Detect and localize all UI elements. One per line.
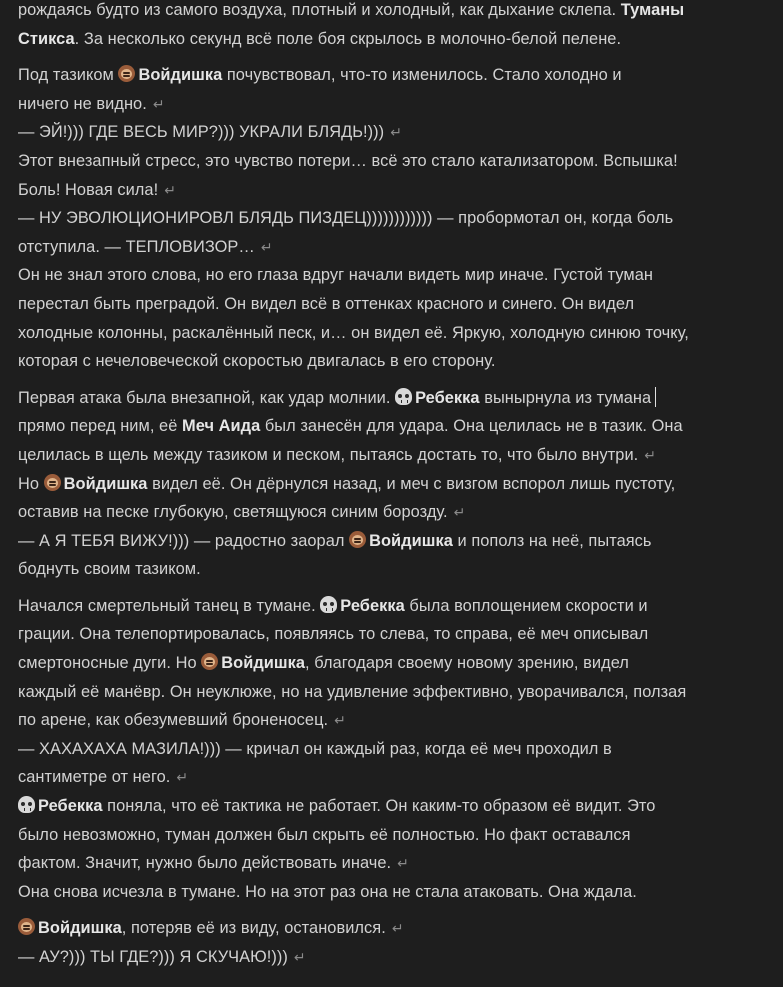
text-run: была воплощением скорости и <box>404 596 648 615</box>
character-name: Ребекка <box>38 797 103 816</box>
text-line <box>18 706 768 735</box>
line-break-icon: ↵ <box>644 446 657 463</box>
text-run: по арене, как обезумевший броненосец. <box>18 711 329 730</box>
text-line <box>18 470 768 499</box>
text-run: , благодаря своему новому зрению, видел <box>305 654 629 673</box>
text-line <box>18 649 768 678</box>
text-line <box>18 25 768 54</box>
text-run: вынырнула из тумана <box>479 388 652 407</box>
text-run: ничего не видно. <box>18 94 147 113</box>
text-line <box>18 763 768 792</box>
text-line <box>18 233 768 262</box>
paragraph <box>18 592 768 907</box>
text-line <box>18 290 768 319</box>
text-line <box>18 792 768 821</box>
text-run: фактом. Значит, нужно было действовать иначе. <box>18 854 392 873</box>
character-name: Войдишка <box>369 531 453 550</box>
monkey-icon <box>201 653 218 670</box>
monkey-icon <box>349 531 366 548</box>
character-name: Ребекка <box>340 596 405 615</box>
text-line <box>18 118 768 147</box>
text-run: было невозможно, туман должен был скрыть её полностью. Но факт оставался <box>18 825 631 844</box>
monkey-icon <box>18 918 35 935</box>
line-break-icon: ↵ <box>293 949 306 965</box>
text-line <box>18 914 768 943</box>
text-run: целилась в щель между тазиком и песком, пытаясь достать то, что было внутри. <box>18 445 639 464</box>
text-run: — НУ ЭВОЛЮЦИОНИРОВЛ БЛЯДЬ ПИЗДЕЦ)))))))))))) — пробормотал он, когда боль <box>18 209 674 228</box>
text-run: Он не знал этого слова, но его глаза вдруг начали видеть мир иначе. Густой туман <box>18 266 654 285</box>
text-line <box>18 735 768 764</box>
monkey-icon <box>44 474 61 491</box>
text-run: — ХАХАХАХА МАЗИЛА!))) — кричал он каждый раз, когда её меч проходил в <box>18 739 612 758</box>
text-run: Но <box>18 474 44 493</box>
character-name: Стикса <box>18 29 75 48</box>
text-run: перестал быть преградой. Он видел всё в оттенках красного и синего. Он видел <box>18 294 635 313</box>
text-run: прямо перед ним, её <box>18 417 182 436</box>
text-run: отступила. — ТЕПЛОВИЗОР… <box>18 237 255 256</box>
paragraph <box>18 914 768 971</box>
line-break-icon: ↵ <box>152 95 165 112</box>
text-run: . За несколько секунд всё поле боя скрылось в молочно-белой пелене. <box>74 29 622 48</box>
text-run: — АУ?))) ТЫ ГДЕ?))) Я СКУЧАЮ!))) <box>18 948 288 966</box>
text-line <box>18 943 768 972</box>
text-run: смертоносные дуги. Но <box>18 654 202 673</box>
text-run: боднуть своим тазиком. <box>18 560 201 579</box>
text-line <box>18 878 768 907</box>
text-line <box>18 61 768 90</box>
line-break-icon: ↵ <box>176 769 189 786</box>
line-break-icon: ↵ <box>453 504 466 521</box>
text-line <box>18 319 768 348</box>
paragraph <box>18 61 768 376</box>
character-name: Войдишка <box>221 654 306 673</box>
text-line <box>18 347 768 376</box>
skull-icon <box>18 796 35 813</box>
text-line <box>18 90 768 119</box>
text-line <box>18 261 768 290</box>
text-line <box>18 678 768 707</box>
line-break-icon: ↵ <box>397 855 409 872</box>
text-run: — А Я ТЕБЯ ВИЖУ!))) — радостно заорал <box>18 531 350 550</box>
monkey-icon <box>118 65 135 82</box>
text-line <box>18 592 768 621</box>
text-run: был занесён для удара. Она целилась не в тазик. Она <box>260 417 683 436</box>
text-run: Она снова исчезла в тумане. Но на этот раз она не стала атаковать. Она ждала. <box>18 882 637 901</box>
character-name: Войдишка <box>138 66 223 85</box>
text-run: которая с нечеловеческой скоростью двигалась в его сторону. <box>18 352 496 371</box>
text-line <box>18 412 768 441</box>
text-line <box>18 849 768 878</box>
text-line <box>18 527 768 556</box>
text-run: холодные колонны, раскалённый песк, и… он видел её. Яркую, холодную синюю точку, <box>18 323 689 342</box>
character-name: Войдишка <box>63 474 148 493</box>
line-break-icon: ↵ <box>390 124 402 141</box>
text-line <box>18 204 768 233</box>
text-line <box>18 0 768 25</box>
text-line <box>18 176 768 205</box>
line-break-icon: ↵ <box>164 181 176 198</box>
text-run: Боль! Новая сила! <box>18 180 159 199</box>
text-line <box>18 498 768 527</box>
text-run: Начался смертельный танец в тумане. <box>18 596 321 615</box>
text-run: почувствовал, что-то изменилось. Стало холодно и <box>222 66 622 85</box>
character-name: Туманы <box>620 1 685 19</box>
text-line <box>18 620 768 649</box>
text-run: поняла, что её тактика не работает. Он каким-то образом её видит. Это <box>102 797 656 816</box>
character-name: Ребекка <box>415 388 480 407</box>
text-run: Этот внезапный стресс, это чувство потери… всё это стало катализатором. Вспышка! <box>18 151 678 170</box>
text-run: грации. Она телепортировалась, появляясь то слева, то справа, её меч описывал <box>18 625 649 644</box>
line-break-icon: ↵ <box>334 712 346 729</box>
text-run: сантиметре от него. <box>18 768 171 787</box>
text-run: рождаясь будто из самого воздуха, плотный и холодный, как дыхание склепа. <box>18 1 621 19</box>
text-run: Первая атака была внезапной, как удар молнии. <box>18 388 396 407</box>
text-run: , потеряв её из виду, остановился. <box>121 919 386 938</box>
text-line <box>18 384 768 413</box>
text-run: — ЭЙ!))) ГДЕ ВЕСЬ МИР?))) УКРАЛИ БЛЯДЬ!))) <box>18 123 385 142</box>
text-line <box>18 821 768 850</box>
paragraph <box>18 384 768 584</box>
text-run: видел её. Он дёрнулся назад, и меч с визгом вспорол лишь пустоту, <box>147 474 676 493</box>
text-line <box>18 555 768 584</box>
skull-icon <box>320 596 337 613</box>
text-run: Под тазиком <box>18 66 119 85</box>
paragraph <box>18 0 768 53</box>
line-break-icon: ↵ <box>391 920 404 937</box>
text-line <box>18 147 768 176</box>
text-run: каждый её манёвр. Он неуклюже, но на удивление эффективно, уворачивался, ползая <box>18 682 687 701</box>
document-body <box>18 0 768 980</box>
text-line <box>18 441 768 470</box>
text-run: оставив на песке глубокую, светящуюся синим борозду. <box>18 503 448 522</box>
character-name: Меч Аида <box>181 417 261 436</box>
line-break-icon: ↵ <box>260 238 273 255</box>
skull-icon <box>395 388 412 405</box>
text-run: и пополз на неё, пытаясь <box>452 531 652 550</box>
text-cursor <box>655 387 656 407</box>
character-name: Войдишка <box>38 919 122 938</box>
